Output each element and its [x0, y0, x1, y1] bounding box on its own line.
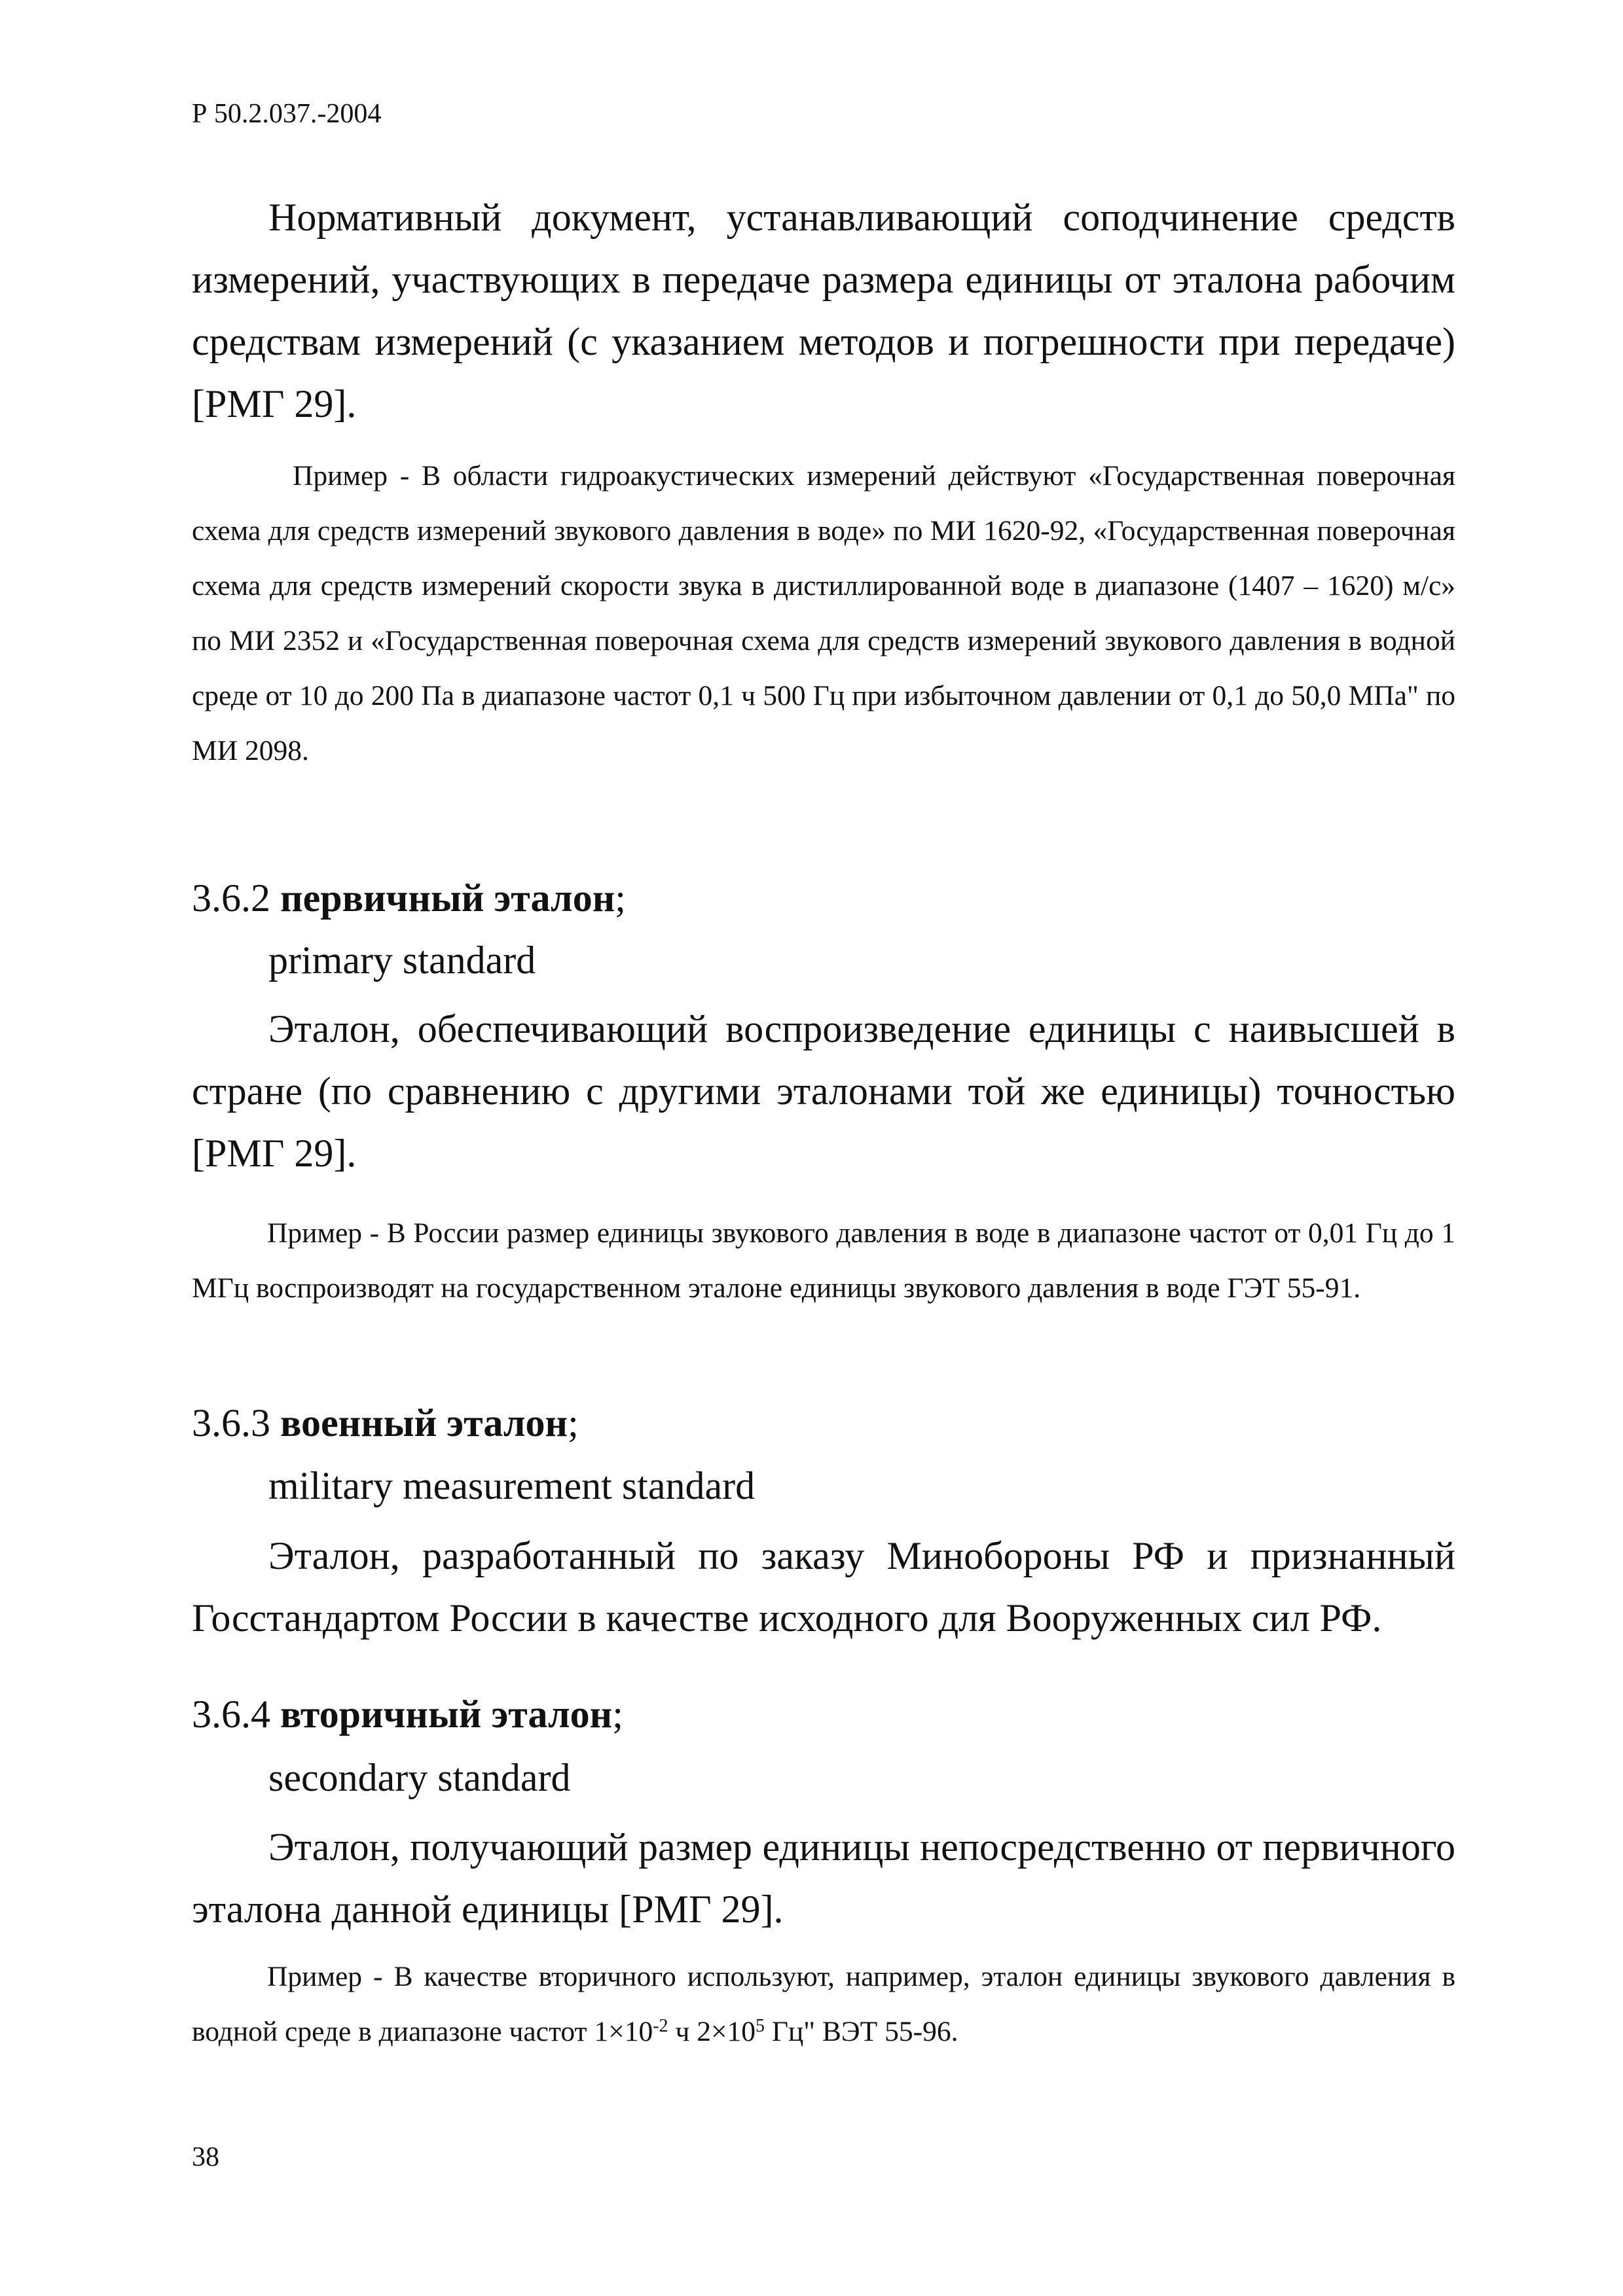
term-number: 3.6.4: [192, 1693, 270, 1736]
term-punct: ;: [612, 1693, 623, 1736]
term-heading-3-6-3: [192, 1401, 579, 1446]
term-english-3-6-2: primary standard: [268, 939, 536, 982]
term-english-3-6-4: secondary standard: [268, 1756, 571, 1799]
term-example-3-6-2: Пример - В России размер единицы звукового давления в воде в диапазоне частот от 0,01 Гц до 1 МГц воспроизводят на государственном эталоне единицы звукового давления в воде ГЭТ 55-91.: [192, 1217, 1455, 1304]
term-number: 3.6.3: [192, 1401, 270, 1444]
example-text-part: Пример - В качестве вторичного используют, например, эталон единицы звукового давления в водной среде в диапазоне частот 1×10: [192, 1961, 1455, 2047]
term-english-3-6-3: military measurement standard: [268, 1464, 756, 1507]
term-title: вторичный эталон: [280, 1693, 613, 1736]
term-definition-3-6-3: Эталон, разработанный по заказу Минобороны РФ и признанный Госстандартом России в качестве исходного для Вооруженных сил РФ.: [192, 1534, 1455, 1640]
term-punct: ;: [568, 1401, 579, 1444]
intro-example: Пример - В области гидроакустических измерений действуют «Государственная поверочная схема для средств измерений звукового давления в воде» по МИ 1620-92, «Государственная поверочная схема для средств измерений скорости звука в дистиллированной воде в диапазоне (1407 – 1620) м/с» по МИ 2352 и «Государственная поверочная схема для средств измерений звукового давления в водной среде от 10 до 200 Па в диапазоне частот 0,1 ч 500 Гц при избыточном давлении от 0,1 до 50,0 МПа" по МИ 2098.: [192, 460, 1455, 766]
exponent: -2: [653, 2016, 668, 2036]
page-number: 38: [192, 2142, 219, 2172]
term-punct: ;: [615, 876, 626, 920]
example-text-part: Гц" ВЭТ 55-96.: [764, 2016, 958, 2047]
intro-definition: Нормативный документ, устанавливающий соподчинение средств измерений, участвующих в передаче размера единицы от эталона рабочим средствам измерений (с указанием методов и погрешности при передаче) [РМГ 29].: [192, 196, 1455, 425]
term-title: военный эталон: [280, 1401, 568, 1444]
term-definition-3-6-4: Эталон, получающий размер единицы непосредственно от первичного эталона данной единицы [РМГ 29].: [192, 1825, 1455, 1931]
term-title: первичный эталон: [280, 876, 615, 920]
term-heading-3-6-2: [192, 876, 626, 921]
exponent: 5: [755, 2016, 765, 2036]
term-definition-3-6-2: Эталон, обеспечивающий воспроизведение единицы с наивысшей в стране (по сравнению с другими эталонами той же единицы) точностью [РМГ 29].: [192, 1007, 1455, 1175]
example-text-part: ч 2×10: [668, 2016, 756, 2047]
term-example-3-6-4: [192, 1949, 1455, 2059]
document-code: Р 50.2.037.-2004: [192, 99, 382, 129]
term-heading-3-6-4: [192, 1692, 623, 1737]
term-number: 3.6.2: [192, 876, 270, 920]
